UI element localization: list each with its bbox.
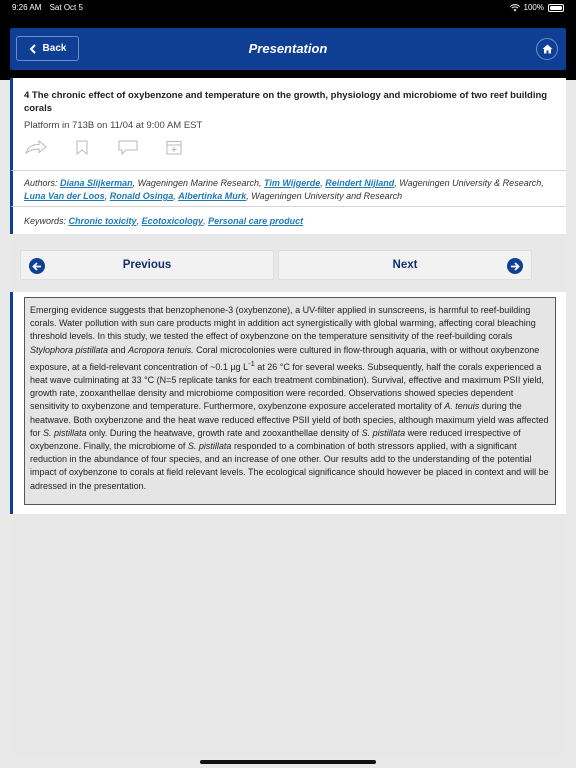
authors-list: [24, 177, 554, 203]
session-info: Platform in 713B on 11/04 at 9:00 AM EST: [24, 120, 203, 131]
action-bar: [24, 138, 186, 156]
author-link[interactable]: Ronald Osinga: [109, 191, 174, 201]
species-name: S. pistillata: [187, 441, 232, 452]
arrow-left-circle-icon: [29, 258, 45, 274]
pager: [20, 250, 532, 280]
abstract-section: [10, 292, 566, 514]
status-bar: [0, 0, 576, 20]
paper-title: 4 The chronic effect of oxybenzone and temperature on the growth, physiology and microbiome of two reef building corals: [24, 90, 548, 114]
keywords-list: Keywords: Chronic toxicity, Ecotoxicology, Personal care product: [24, 216, 304, 226]
home-icon: [542, 44, 553, 54]
status-time: 9:26 AM: [12, 3, 42, 12]
author-affiliation: ,: [173, 191, 179, 201]
abstract-segment: during the heatwave. Both oxybenzone and the heat wave reduced effective PSII yield of both species, although maximum yield was affected for: [30, 401, 549, 438]
abstract-segment: were reduced irrespective of oxybenzone. Finally, the microbiome of: [30, 427, 521, 452]
author-link[interactable]: Albertinka Murk: [178, 191, 247, 201]
keyword-link[interactable]: Personal care product: [208, 216, 304, 226]
calendar-add-icon[interactable]: [162, 138, 186, 156]
abstract-segment: only. During the heatwave, growth rate and zooxanthellae density of: [86, 427, 362, 438]
bookmark-icon[interactable]: [70, 138, 94, 156]
authors-section: [10, 170, 566, 206]
paper-header: [10, 78, 566, 170]
superscript: -1: [248, 358, 255, 368]
content: [10, 78, 566, 756]
home-button[interactable]: [536, 38, 558, 60]
abstract-text: [24, 297, 556, 505]
next-label: Next: [392, 259, 418, 271]
back-button-label: Back: [42, 43, 67, 54]
previous-label: Previous: [122, 259, 172, 271]
keyword-link[interactable]: Chronic toxicity: [68, 216, 137, 226]
species-name: Acropora tenuis.: [128, 344, 194, 355]
keywords-section: [10, 206, 566, 234]
share-icon[interactable]: [24, 138, 48, 156]
author-affiliation: ,: [320, 178, 326, 188]
authors-label: Authors:: [24, 178, 58, 188]
wifi-icon: [510, 4, 520, 12]
author-link[interactable]: Diana Slijkerman: [60, 178, 133, 188]
abstract-segment: responded to a combination of both stressors applied, with a significant reduction in the abundance of four species, and an increase of one other. Our results add to the understanding of the potential impact of oxybenzone to corals at field relevant levels. The ecological significance should however be placed in context and will be adressed in the presentation.: [30, 441, 549, 491]
previous-button[interactable]: [20, 250, 274, 280]
author-link[interactable]: Tim Wijgerde: [264, 178, 321, 188]
battery-icon: [548, 4, 564, 12]
species-name: A. tenuis: [444, 401, 480, 412]
next-button[interactable]: [278, 250, 532, 280]
status-date: Sat Oct 5: [49, 3, 83, 12]
author-affiliation: ,: [104, 191, 110, 201]
comment-icon[interactable]: [116, 138, 140, 156]
species-name: S. pistillata: [361, 427, 406, 438]
battery-fill: [550, 6, 562, 10]
keyword-link[interactable]: Ecotoxicology: [141, 216, 204, 226]
abstract-segment: at 26 °C for several weeks. Subsequently, half the corals experienced a heat wave culminating at 33 °C (N=5 replicate tanks for each treatment combination). Survival, effective and maximum PSII yield, growth rate, zooxanthellae density and microbiome composition were recorded. Observations showed species dependent sensitivity to oxybenzone and temperature. Furthermore, oxybenzone exposure accelerated mortality of: [30, 361, 544, 412]
abstract-segment: Coral microcolonies were cultured in flow-through aquaria, with or without oxybenzone exposure, at a field-relevant concentration of ~0.1 µg L: [30, 344, 540, 372]
nav-bar: [10, 28, 566, 70]
author-affiliation: , Wageningen University and Research: [246, 191, 403, 201]
keywords-label: Keywords:: [24, 216, 67, 226]
nav-frame: [0, 20, 576, 80]
abstract-segment: Emerging evidence suggests that benzophenone-3 (oxybenzone), a UV-filter applied in sunscreens, is harmful to reef-building corals. Water pollution with sun care products might in addition act synergistically with global warming, affecting coral bleaching threshold levels. In this study, we tested the effect of oxybenzone on the temperature sensitivity of the reef-building corals: [30, 305, 536, 342]
species-name: S. pistillata: [43, 427, 87, 438]
arrow-right-circle-icon: [507, 258, 523, 274]
page-title: Presentation: [248, 41, 328, 56]
author-affiliation: , Wageningen Marine Research,: [132, 178, 264, 188]
abstract-segment: and: [108, 344, 129, 355]
author-link[interactable]: Reindert Nijland: [325, 178, 395, 188]
author-affiliation: , Wageningen University & Research,: [394, 178, 544, 188]
battery-percent: 100%: [523, 3, 544, 12]
species-name: Stylophora pistillata: [30, 344, 109, 355]
author-link[interactable]: Luna Van der Loos: [24, 191, 105, 201]
home-indicator[interactable]: [200, 760, 376, 764]
